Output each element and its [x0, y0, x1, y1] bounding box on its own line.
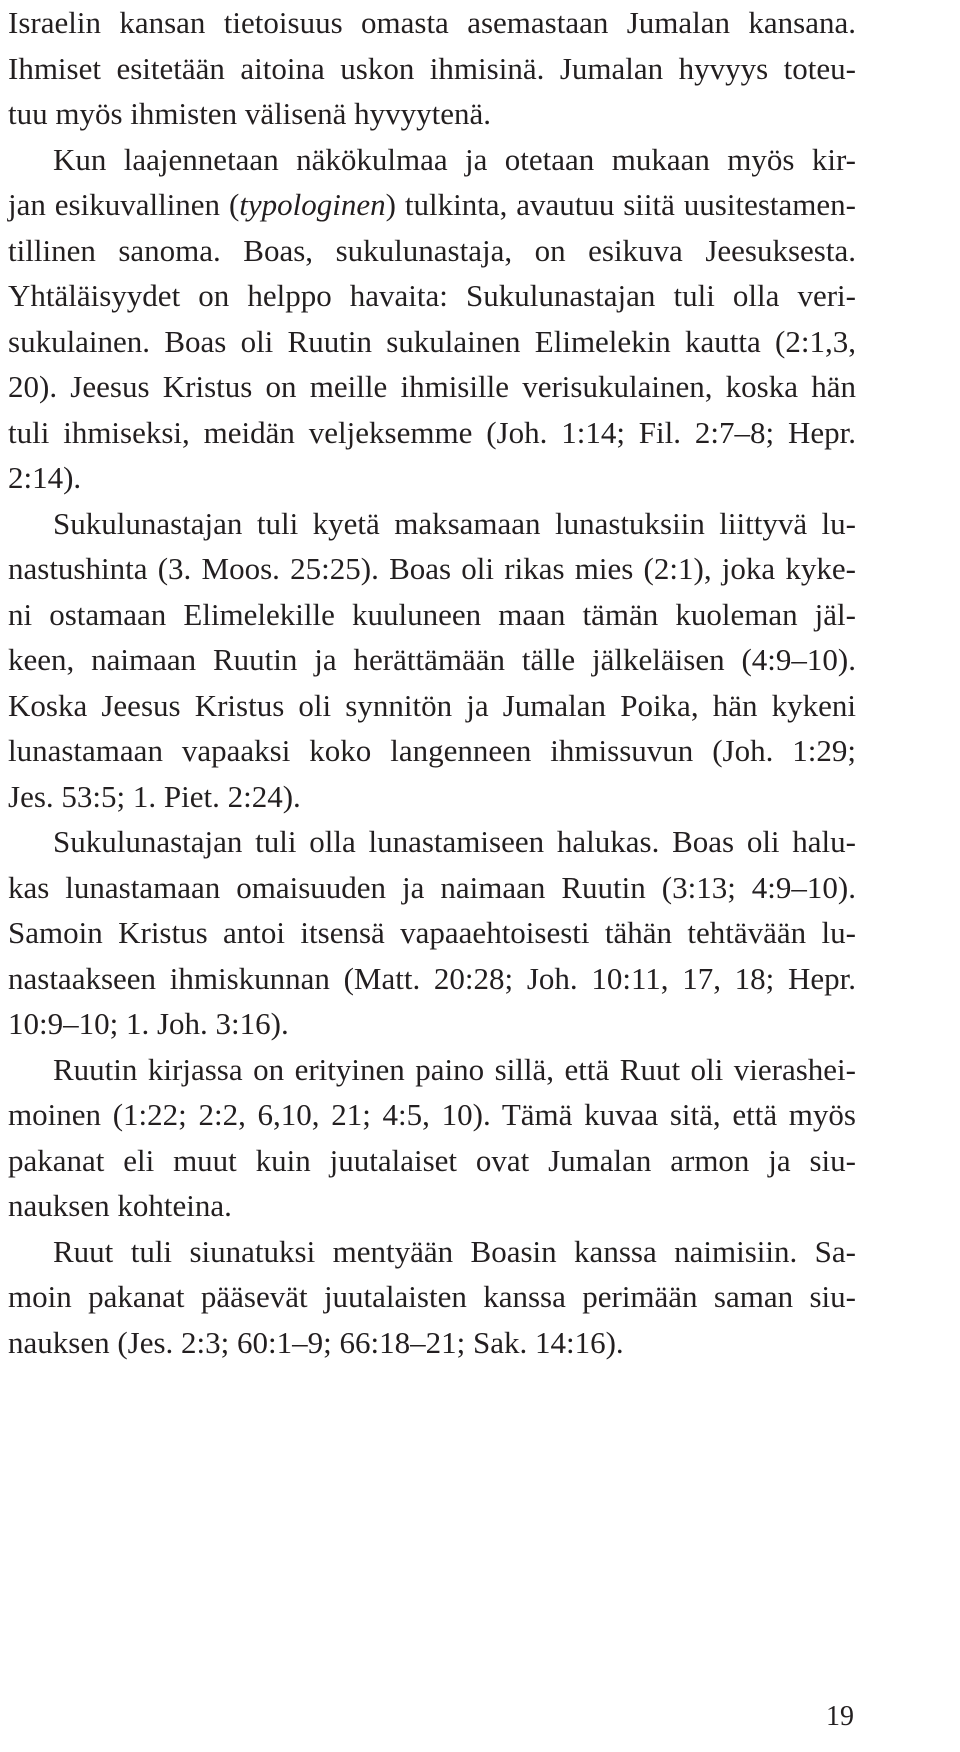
text-line: nauksen (Jes. 2:3; 60:1–9; 66:18–21; Sak. 14:16). [8, 1324, 624, 1360]
text-line: Yhtäläisyydet on helppo havaita: Sukulunastajan tuli olla veri- [8, 278, 856, 313]
text-line: Sukulunastajan tuli olla lunastamiseen halukas. Boas oli halu- [53, 824, 856, 859]
text-line: tuu myös ihmisten välisenä hyvyytenä. [8, 96, 492, 131]
text-line: pakanat eli muut kuin juutalaiset ovat Jumalan armon ja siu- [8, 1142, 856, 1178]
text-line: kas lunastamaan omaisuuden ja naimaan Ruutin (3:13; 4:9–10). [8, 869, 856, 905]
text-line: Samoin Kristus antoi itsensä vapaaehtoisesti tähän tehtävään lu- [8, 915, 856, 950]
text-line: Kun laajennetaan näkökulmaa ja otetaan mukaan myös kir- [53, 141, 856, 177]
text-line: Ihmiset esitetään aitoina uskon ihmisinä. Jumalan hyvyys toteu- [8, 50, 856, 86]
text-line: Jes. 53:5; 1. Piet. 2:24). [8, 778, 301, 814]
text-line: sukulainen. Boas oli Ruutin sukulainen Elimelekin kautta (2:1,3, [8, 323, 856, 359]
text-line: keen, naimaan Ruutin ja herättämään tälle jälkeläisen (4:9–10). [8, 642, 856, 677]
text-line: tillinen sanoma. Boas, sukulunastaja, on esikuva Jeesuksesta. [8, 232, 856, 268]
text-line: nauksen kohteina. [8, 1188, 232, 1223]
page-number: 19 [826, 1701, 854, 1732]
text-line: Ruutin kirjassa on erityinen paino sillä, että Ruut oli vierashei- [53, 1051, 856, 1087]
text-line: nastushinta (3. Moos. 25:25). Boas oli rikas mies (2:1), joka kyke- [8, 551, 856, 586]
text-line: nastaakseen ihmiskunnan (Matt. 20:28; Joh. 10:11, 17, 18; Hepr. [8, 960, 856, 996]
text-line: Sukulunastajan tuli kyetä maksamaan lunastuksiin liittyvä lu- [53, 505, 856, 541]
text-line: 10:9–10; 1. Joh. 3:16). [8, 1006, 289, 1041]
body-text [8, 0, 856, 1365]
text-line: moin pakanat pääsevät juutalaisten kanssa perimään saman siu- [8, 1279, 856, 1314]
text-line: 20). Jeesus Kristus on meille ihmisille verisukulainen, koska hän [8, 369, 856, 404]
text-line: ni ostamaan Elimelekille kuuluneen maan tämän kuoleman jäl- [8, 596, 856, 632]
text-line: jan esikuvallinen (typologinen) tulkinta, avautuu siitä uusitestamen- [8, 187, 856, 222]
text-line: lunastamaan vapaaksi koko langenneen ihmissuvun (Joh. 1:29; [8, 733, 856, 768]
text-line: tuli ihmiseksi, meidän veljeksemme (Joh. 1:14; Fil. 2:7–8; Hepr. [8, 414, 856, 450]
text-line: Ruut tuli siunatuksi mentyään Boasin kanssa naimisiin. Sa- [53, 1233, 856, 1269]
text-line: moinen (1:22; 2:2, 6,10, 21; 4:5, 10). Tämä kuvaa sitä, että myös [8, 1097, 856, 1132]
text-line: 2:14). [8, 460, 82, 495]
text-line: Israelin kansan tietoisuus omasta asemastaan Jumalan kansana. [8, 5, 856, 40]
emphasis-typologinen: typologinen [239, 187, 386, 222]
text-line: Koska Jeesus Kristus oli synnitön ja Jumalan Poika, hän kykeni [8, 687, 856, 723]
